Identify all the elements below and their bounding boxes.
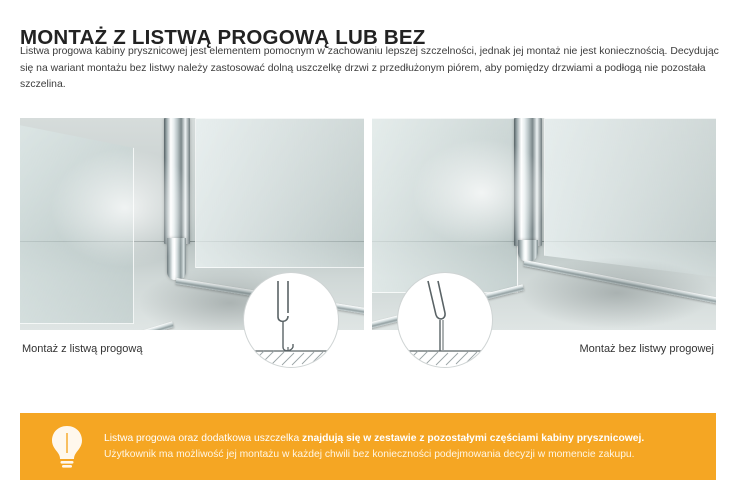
chrome-profile-lower [518,240,538,262]
glass-panel-left [372,118,518,293]
chrome-profile-main [514,118,542,246]
info-note-line-1 [104,431,644,447]
info-note-text [96,431,644,463]
detail-with-threshold [243,272,339,368]
glass-panel-right [544,118,716,278]
detail-drawing-with-threshold [244,273,339,368]
caption-without-threshold: Montaż bez listwy progowej [579,343,714,355]
info-note [20,413,716,480]
info-note-line-1-bold: znajdują się w zestawie z pozostałymi częściami kabiny prysznicowej. [302,432,645,444]
glass-panel-right [195,118,364,268]
detail-drawing-without-threshold [398,273,493,368]
info-note-line-1-pre: Listwa progowa oraz dodatkowa uszczelka [104,432,303,444]
page-title: MONTAŻ Z LISTWĄ PROGOWĄ LUB BEZ [20,25,426,49]
intro-paragraph [20,44,720,94]
intro-line-1: Listwa progowa kabiny prysznicowej jest elementem pomocnym w zachowaniu lepszej szczelności, jednak jej montaż nie jest koniecznością. [20,46,668,57]
chrome-profile-lower [167,238,186,280]
caption-with-threshold: Montaż z listwą progową [22,343,143,355]
chrome-profile-main [164,118,190,244]
intro-line-2: Decydując się na wariant montażu bez listwy należy zastosować dolną uszczelkę drzwi z przedłużonym piórem, aby pomiędzy drzwiami a podłogą [20,46,719,74]
info-note-line-2: Użytkownik ma możliwość jej montażu w każdej chwili bez konieczności podejmowania decyzji w momencie zakupu. [104,448,635,460]
intro-line-3: nie pozostała szczelina. [20,62,706,90]
lightbulb-icon [38,418,96,476]
glass-panel-left [20,124,134,324]
detail-without-threshold [397,272,493,368]
